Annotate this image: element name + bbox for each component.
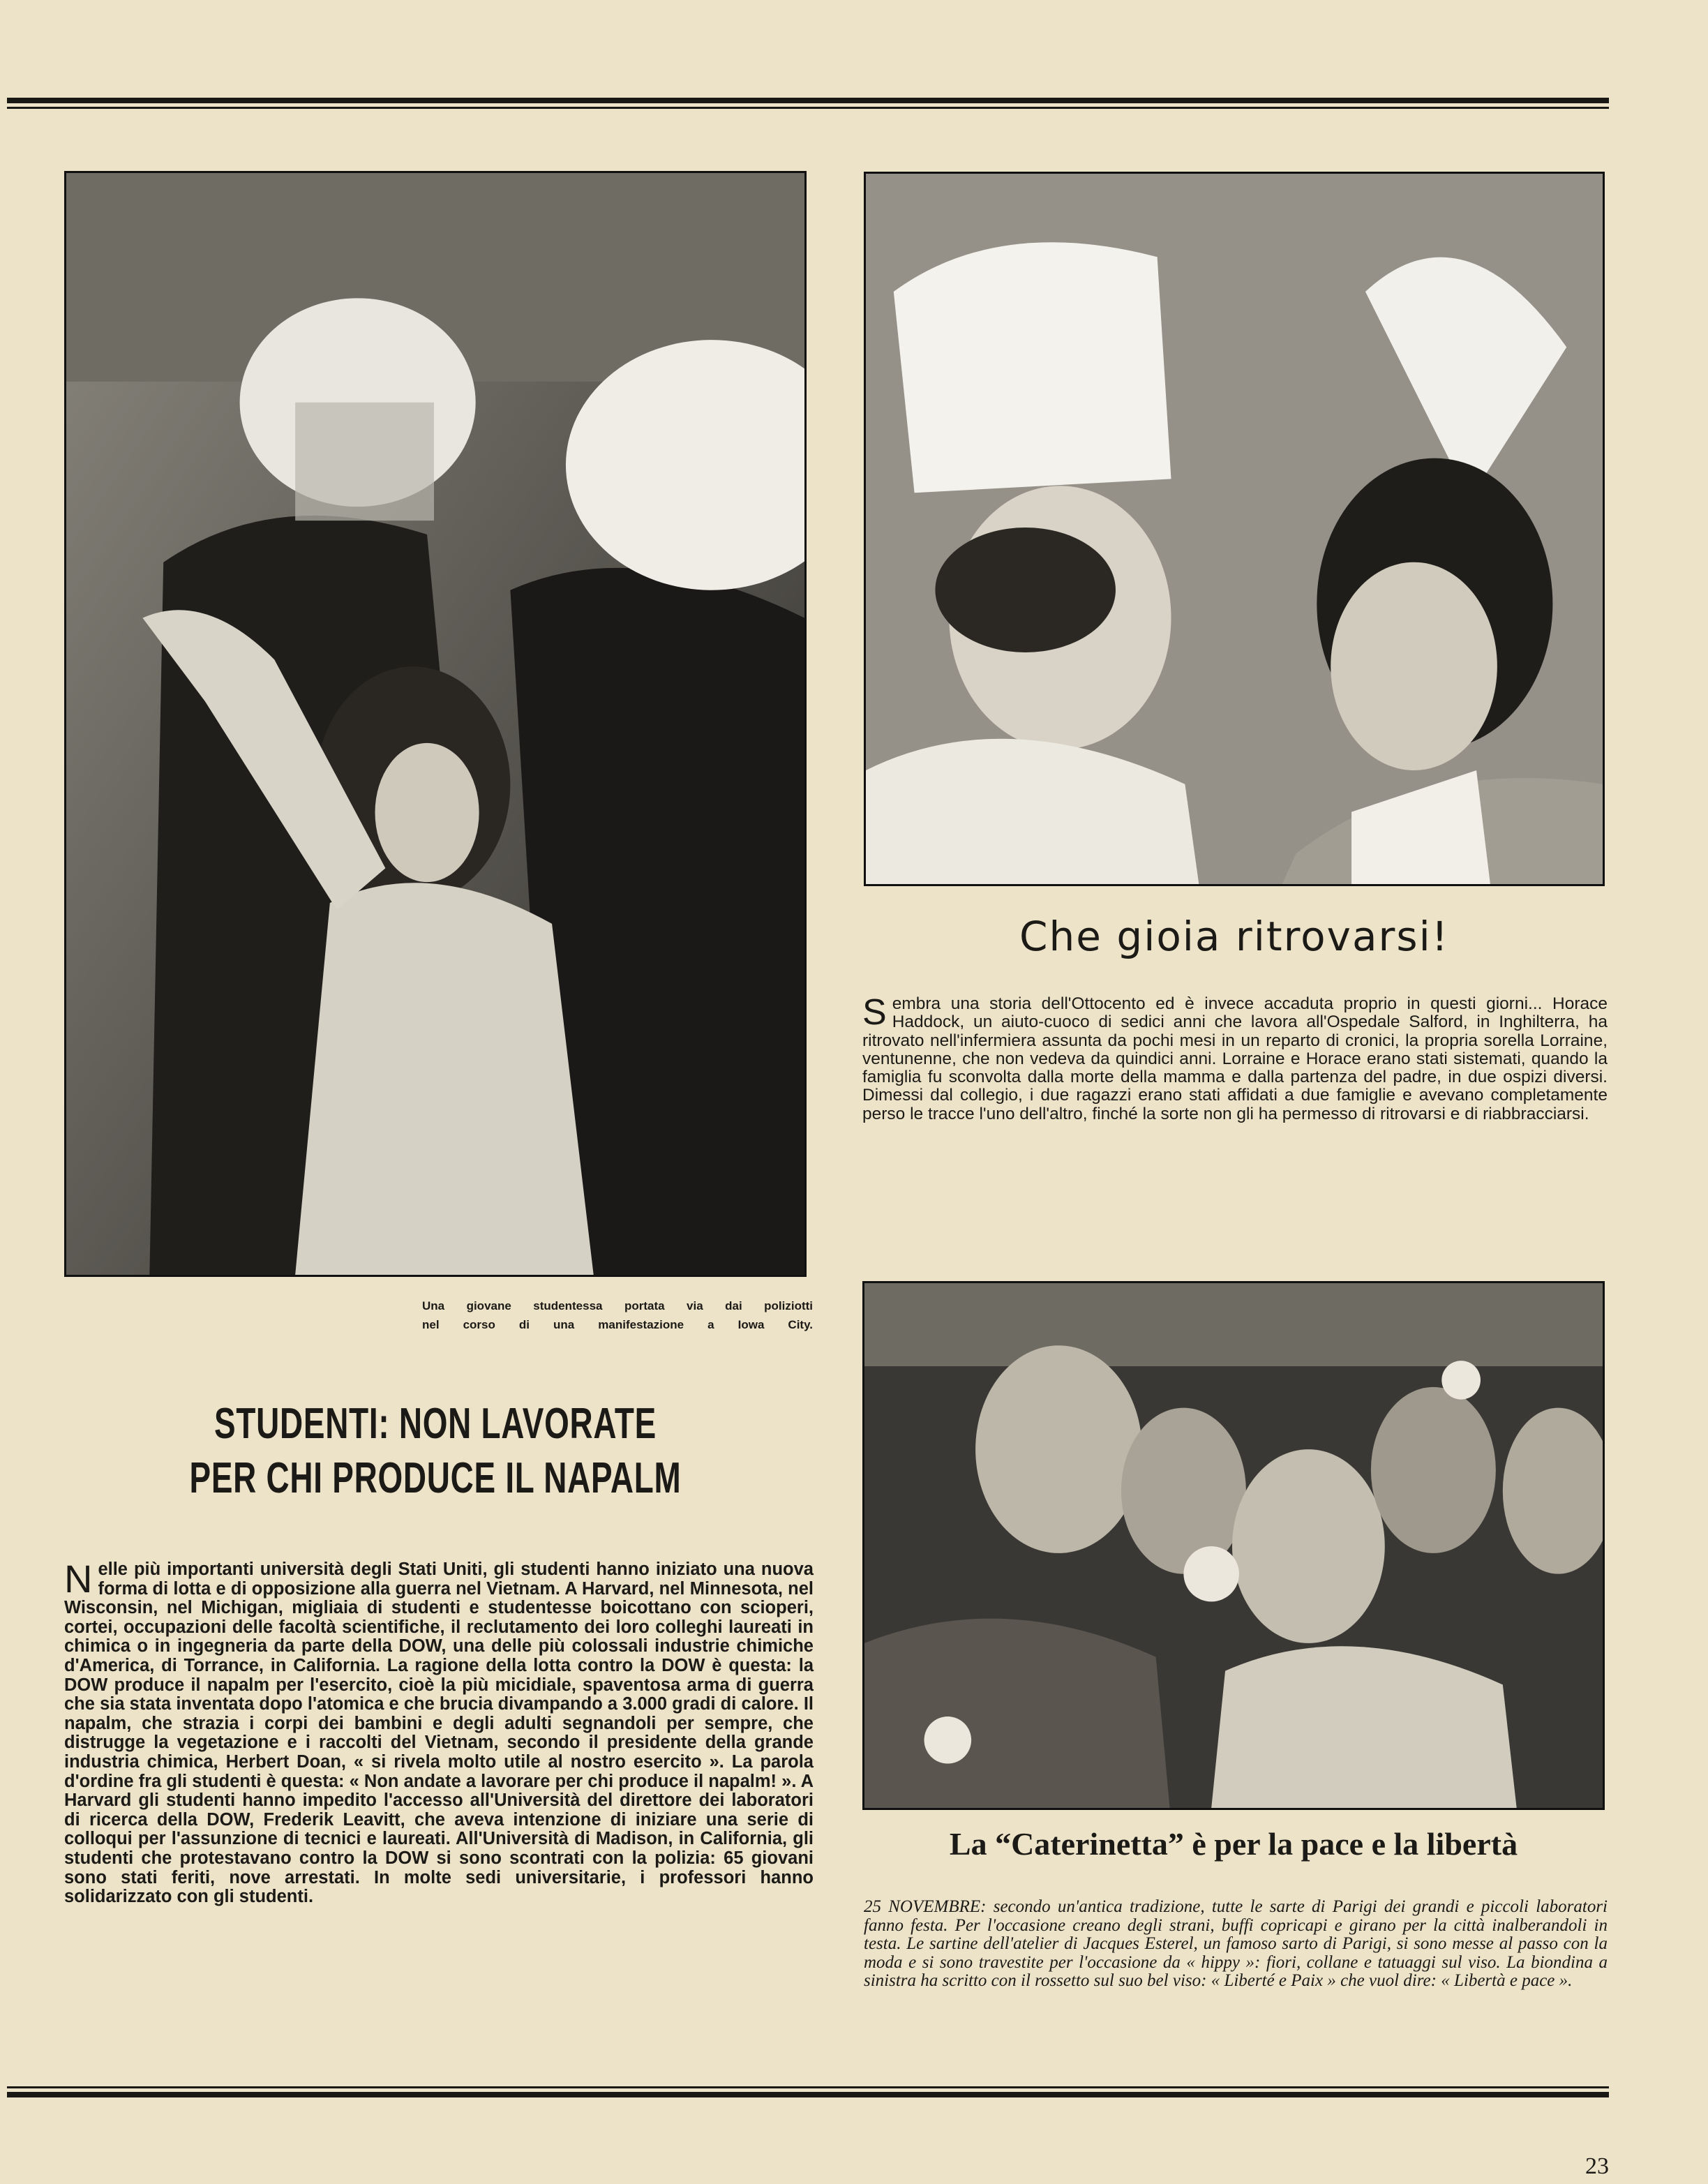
- gioia-article: [862, 992, 1608, 1123]
- caterinetta-article: 25 NOVEMBRE: secondo un'antica tradizione, tutte le sarte di Parigi dei grandi e piccoli laboratori fanno festa. Per l'occasione creano degli strani, buffi copricapi e girano per la città inalberandoli in testa. Le sartine dell'atelier di Jacques Esterel, un famoso sarto di Parigi, si sono messe al passo con la moda e si sono travestite per l'occasione da « hippy »: fiori, collane e tatuaggi sul viso. La biondina a sinistra ha scritto con il rossetto sul suo bel viso: « Liberté e Paix » che vuol dire: « Libertà e pace ».: [864, 1897, 1608, 1991]
- page-number: 23: [1585, 2153, 1609, 2179]
- article-napalm: [64, 1557, 814, 1907]
- article-headline: [160, 1397, 710, 1506]
- bottom-rule-thin: [7, 2086, 1609, 2088]
- caption-line: Una giovane studentessa portata via dai poliziotti: [422, 1299, 813, 1312]
- gioia-body: embra una storia dell'Ottocento ed è invece accaduta proprio in questi giorni... Horace Haddock, un aiuto-cuoco di sedici anni che lavora all'Ospedale Salford, in Inghilterra, ha ritrovato nell'infermiera assunta da pochi mesi in un reparto di cronici, la propria sorella Lorraine, ventunenne, che non vedeva da quindici anni. Lorraine e Horace erano stati sistemati, quando la famiglia fu sconvolta dalla morte della mamma e dalla partenza del padre, in due ospizi diversi. Dimessi dal collegio, i due ragazzi erano stati affidati a due famiglie e avevano completamente perso le tracce l'uno dell'altro, finché la sorte non gli ha permesso di ritrovarsi e di riabbracciarsi.: [862, 994, 1608, 1123]
- photo-protest-arrest: [64, 171, 807, 1277]
- gioia-title: Che gioia ritrovarsi!: [1019, 913, 1449, 960]
- drop-cap: N: [64, 1557, 93, 1601]
- caterinetta-title: La “Caterinetta” è per la pace e la libertà: [949, 1826, 1518, 1862]
- top-rule-thin: [7, 107, 1609, 109]
- headline-line: STUDENTI: NON LAVORATE: [214, 1400, 657, 1448]
- bottom-rule-thick: [7, 2092, 1609, 2097]
- photo-siblings-reunion: [864, 172, 1605, 886]
- headline-line: PER CHI PRODUCE IL NAPALM: [189, 1454, 682, 1502]
- top-rule-thick: [7, 98, 1609, 103]
- caption-line: nel corso di una manifestazione a Iowa City.: [422, 1318, 813, 1331]
- left-photo-caption: [422, 1296, 813, 1334]
- drop-cap: S: [862, 992, 887, 1033]
- photo-caterinette: [862, 1281, 1605, 1810]
- article-body: elle più importanti università degli Stati Uniti, gli studenti hanno iniziato una nuova forma di lotta e di opposizione alla guerra nel Vietnam. A Harvard, nel Minnesota, nel Wisconsin, nel Michigan, migliaia di studenti e studentesse boicottano con scioperi, cortei, occupazioni delle facoltà scientifiche, il reclutamento dei loro colleghi laureati in chimica o in ingegneria da parte della DOW, una delle più colossali industrie chimiche d'America, di Torrance, in California. La ragione della lotta contro la DOW è questa: la DOW produce il napalm per l'esercito, cioè la più micidiale, spaventosa arma di guerra che sia stata inventata dopo l'atomica e che brucia divampando a 3.000 gradi di calore. Il napalm, che strazia i corpi dei bambini e degli adulti segnandoli per sempre, che distrugge la vegetazione e i raccolti del Vietnam, secondo il presidente della grande industria chimica, Herbert Doan, « si rivela molto utile al nostro esercito ». La parola d'ordine fra gli studenti è questa: « Non andate a lavorare per chi produce il napalm! ». A Harvard gli studenti hanno impedito l'accesso all'Università del direttore dei laboratori di ricerca della DOW, Frederik Leavitt, che aveva intenzione di iniziare una serie di colloqui per l'assunzione di tecnici e laureati. All'Università di Madison, in California, gli studenti che protestavano contro la DOW si sono scontrati con la polizia: 65 giovani sono stati feriti, nove arrestati. In molte sedi universitarie, i professori hanno solidarizzato con gli studenti.: [64, 1560, 814, 1907]
